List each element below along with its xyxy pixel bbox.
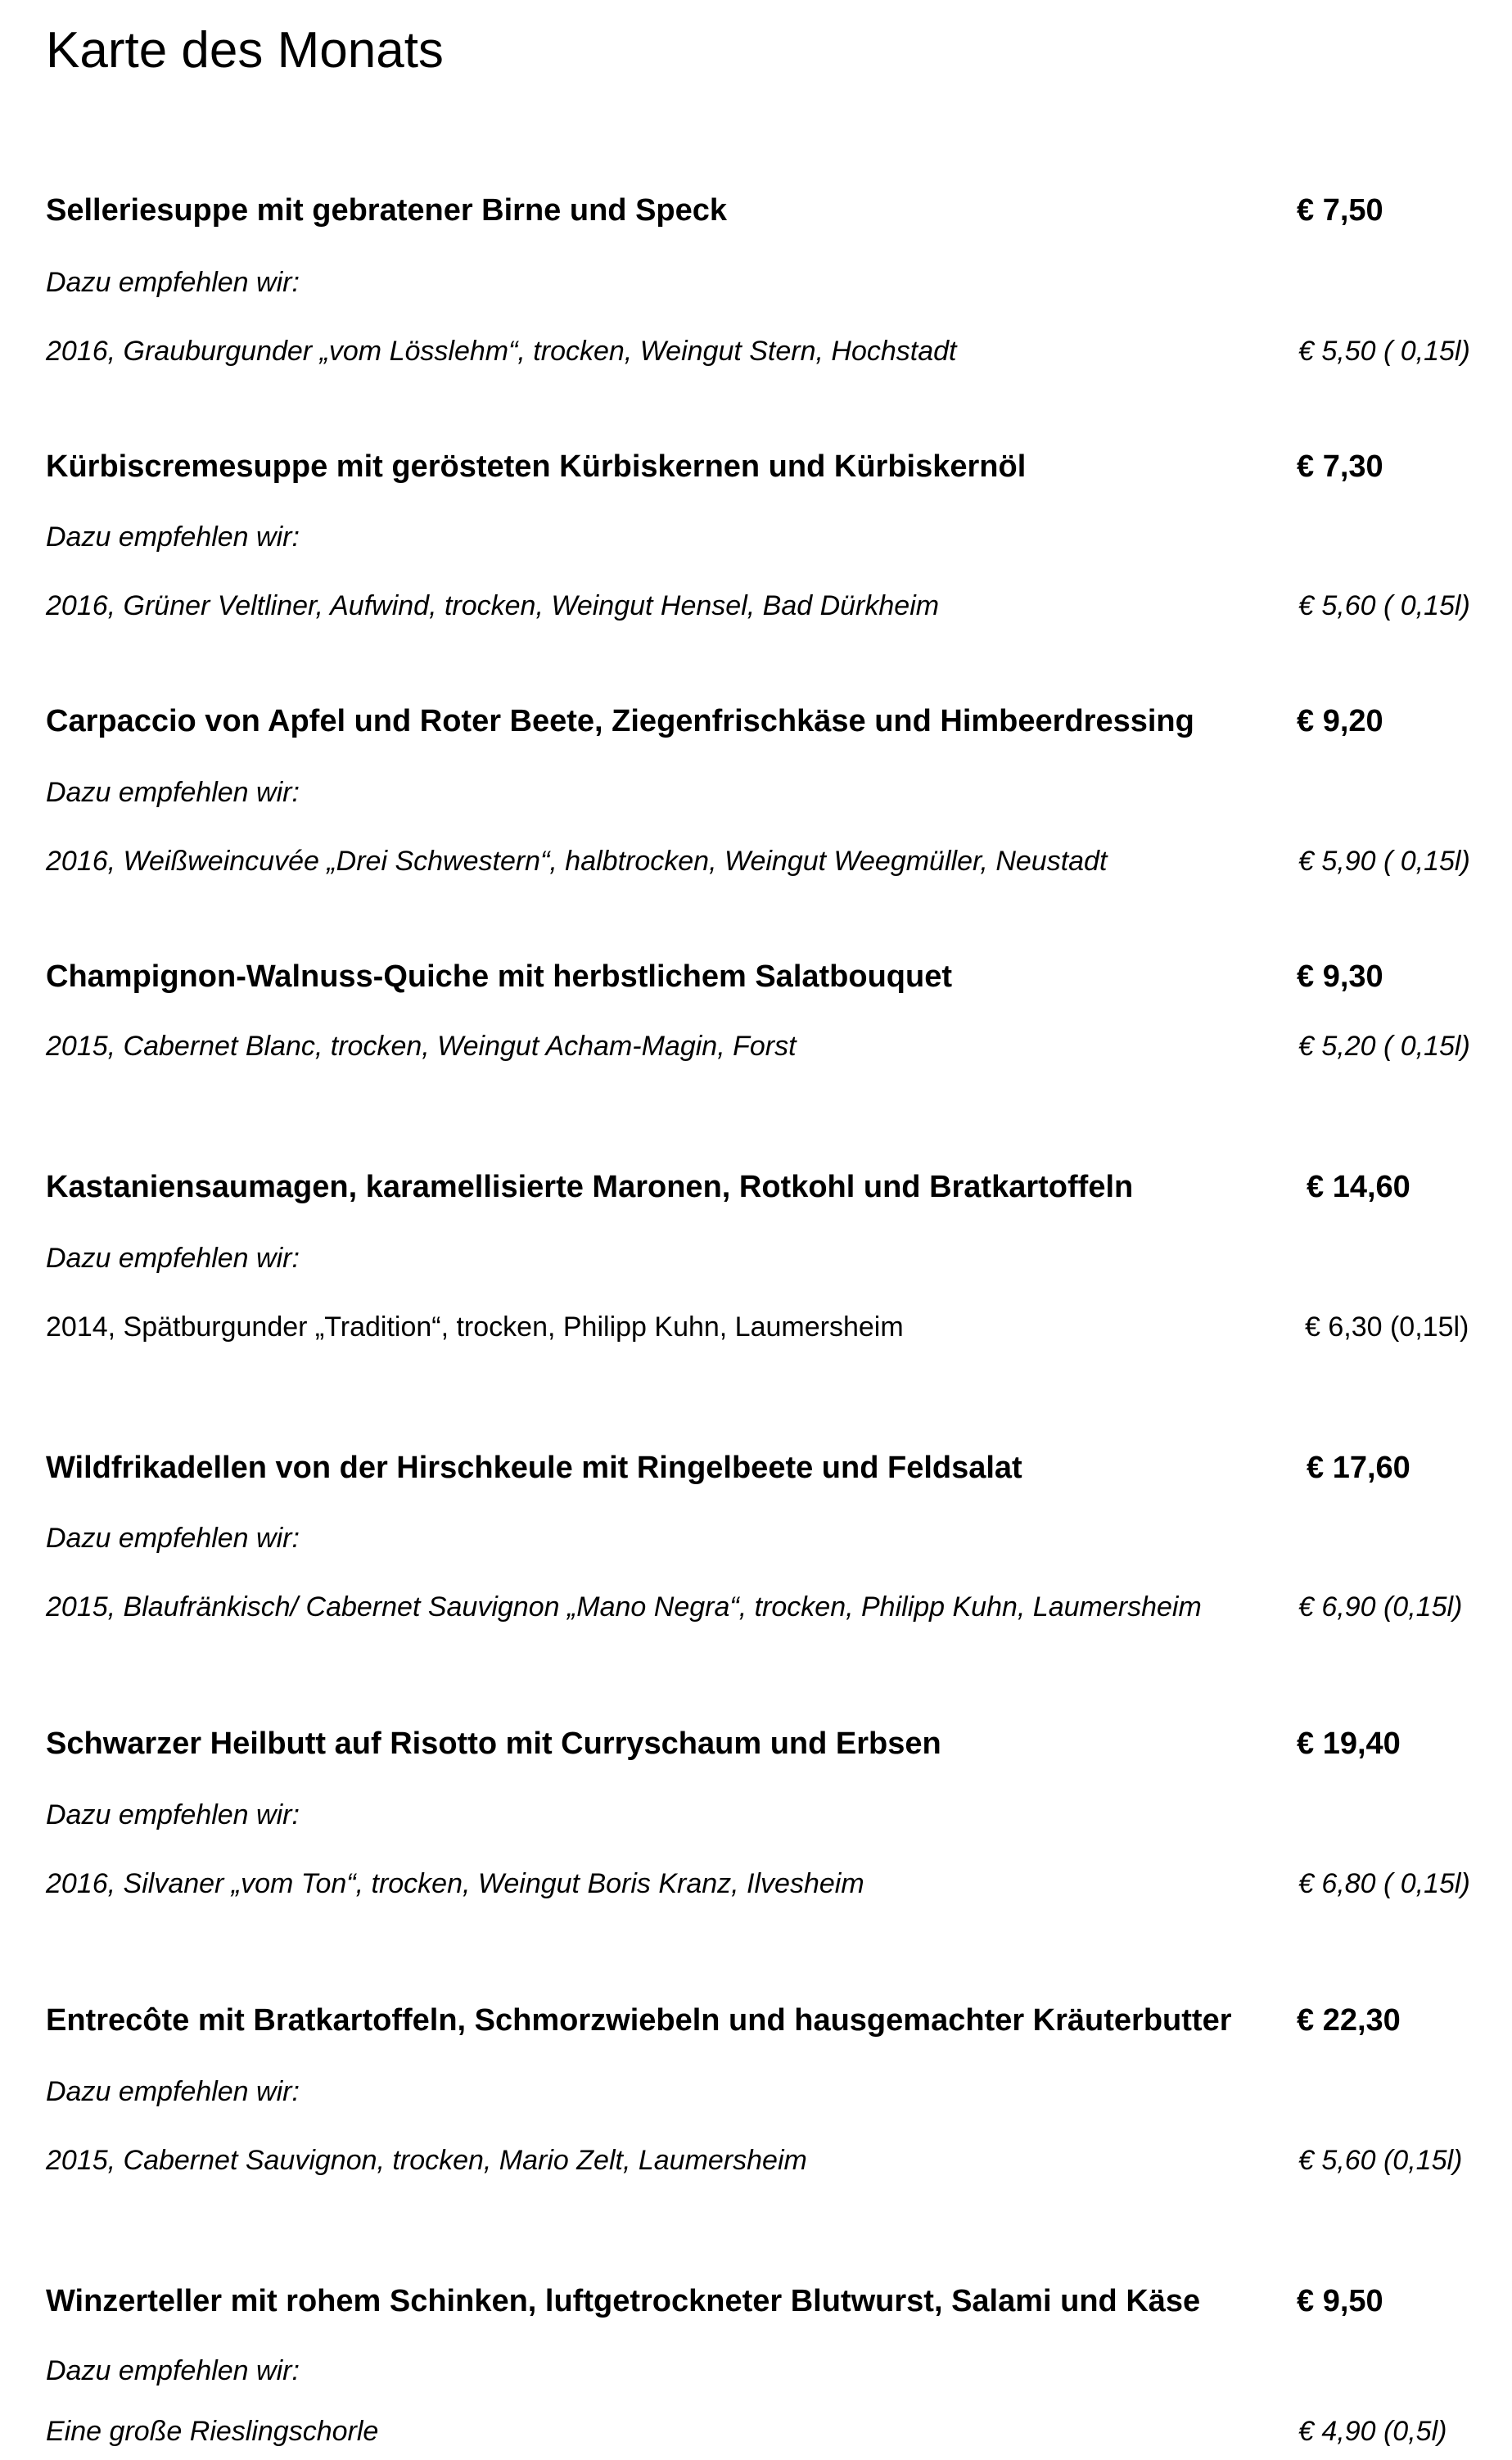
recommend-label: Dazu empfehlen wir: bbox=[46, 1799, 300, 1830]
dish-name: Entrecôte mit Bratkartoffeln, Schmorzwiebeln und hausgemachter Kräuterbutter bbox=[46, 2003, 1232, 2038]
dish-price: € 14,60 bbox=[1307, 1170, 1410, 1204]
wine-name: 2016, Grüner Veltliner, Aufwind, trocken, Weingut Hensel, Bad Dürkheim bbox=[46, 590, 940, 621]
dish-price: € 22,30 bbox=[1297, 2003, 1401, 2038]
wine-name: 2016, Silvaner „vom Ton“, trocken, Weingut Boris Kranz, Ilvesheim bbox=[46, 1868, 864, 1899]
wine-price: € 4,90 (0,5l) bbox=[1298, 2416, 1447, 2447]
dish-name: Kastaniensaumagen, karamellisierte Maronen, Rotkohl und Bratkartoffeln bbox=[46, 1170, 1134, 1204]
dish-price: € 7,30 bbox=[1297, 449, 1383, 484]
dish-price: € 7,50 bbox=[1297, 193, 1383, 228]
wine-name: 2016, Weißweincuvée „Drei Schwestern“, halbtrocken, Weingut Weegmüller, Neustadt bbox=[46, 846, 1108, 877]
dish-price: € 9,30 bbox=[1297, 959, 1383, 994]
dish-name: Champignon-Walnuss-Quiche mit herbstlichem Salatbouquet bbox=[46, 959, 953, 994]
wine-price: € 5,60 ( 0,15l) bbox=[1298, 590, 1470, 621]
dish-name: Carpaccio von Apfel und Roter Beete, Ziegenfrischkäse und Himbeerdressing bbox=[46, 704, 1194, 738]
page-title: Karte des Monats bbox=[46, 22, 444, 79]
recommend-label: Dazu empfehlen wir: bbox=[46, 267, 300, 298]
wine-price: € 5,20 ( 0,15l) bbox=[1298, 1031, 1470, 1062]
dish-price: € 9,20 bbox=[1297, 704, 1383, 738]
wine-price: € 5,50 ( 0,15l) bbox=[1298, 336, 1470, 367]
recommend-label: Dazu empfehlen wir: bbox=[46, 1523, 300, 1554]
wine-name: 2015, Blaufränkisch/ Cabernet Sauvignon „Mano Negra“, trocken, Philipp Kuhn, Laumersheim bbox=[46, 1591, 1202, 1623]
wine-name: 2015, Cabernet Blanc, trocken, Weingut Acham-Magin, Forst bbox=[46, 1031, 797, 1062]
recommend-label: Dazu empfehlen wir: bbox=[46, 2355, 300, 2386]
recommend-label: Dazu empfehlen wir: bbox=[46, 521, 300, 553]
wine-name: 2016, Grauburgunder „vom Lösslehm“, trocken, Weingut Stern, Hochstadt bbox=[46, 336, 957, 367]
dish-price: € 19,40 bbox=[1297, 1727, 1401, 1761]
dish-name: Winzerteller mit rohem Schinken, luftgetrockneter Blutwurst, Salami und Käse bbox=[46, 2284, 1201, 2318]
wine-price: € 6,80 ( 0,15l) bbox=[1298, 1868, 1470, 1899]
wine-price: € 6,30 (0,15l) bbox=[1305, 1311, 1469, 1343]
dish-price: € 9,50 bbox=[1297, 2284, 1383, 2318]
wine-name: 2015, Cabernet Sauvignon, trocken, Mario Zelt, Laumersheim bbox=[46, 2145, 807, 2176]
dish-name: Selleriesuppe mit gebratener Birne und Speck bbox=[46, 193, 728, 228]
dish-name: Wildfrikadellen von der Hirschkeule mit Ringelbeete und Feldsalat bbox=[46, 1451, 1022, 1485]
wine-price: € 5,90 ( 0,15l) bbox=[1298, 846, 1470, 877]
dish-name: Schwarzer Heilbutt auf Risotto mit Curryschaum und Erbsen bbox=[46, 1727, 941, 1761]
recommend-label: Dazu empfehlen wir: bbox=[46, 1243, 300, 1274]
wine-name: 2014, Spätburgunder „Tradition“, trocken, Philipp Kuhn, Laumersheim bbox=[46, 1311, 904, 1343]
wine-price: € 6,90 (0,15l) bbox=[1298, 1591, 1463, 1623]
recommend-label: Dazu empfehlen wir: bbox=[46, 777, 300, 808]
dish-price: € 17,60 bbox=[1307, 1451, 1410, 1485]
wine-name: Eine große Rieslingschorle bbox=[46, 2416, 379, 2447]
wine-price: € 5,60 (0,15l) bbox=[1298, 2145, 1463, 2176]
recommend-label: Dazu empfehlen wir: bbox=[46, 2076, 300, 2107]
dish-name: Kürbiscremesuppe mit gerösteten Kürbiskernen und Kürbiskernöl bbox=[46, 449, 1027, 484]
